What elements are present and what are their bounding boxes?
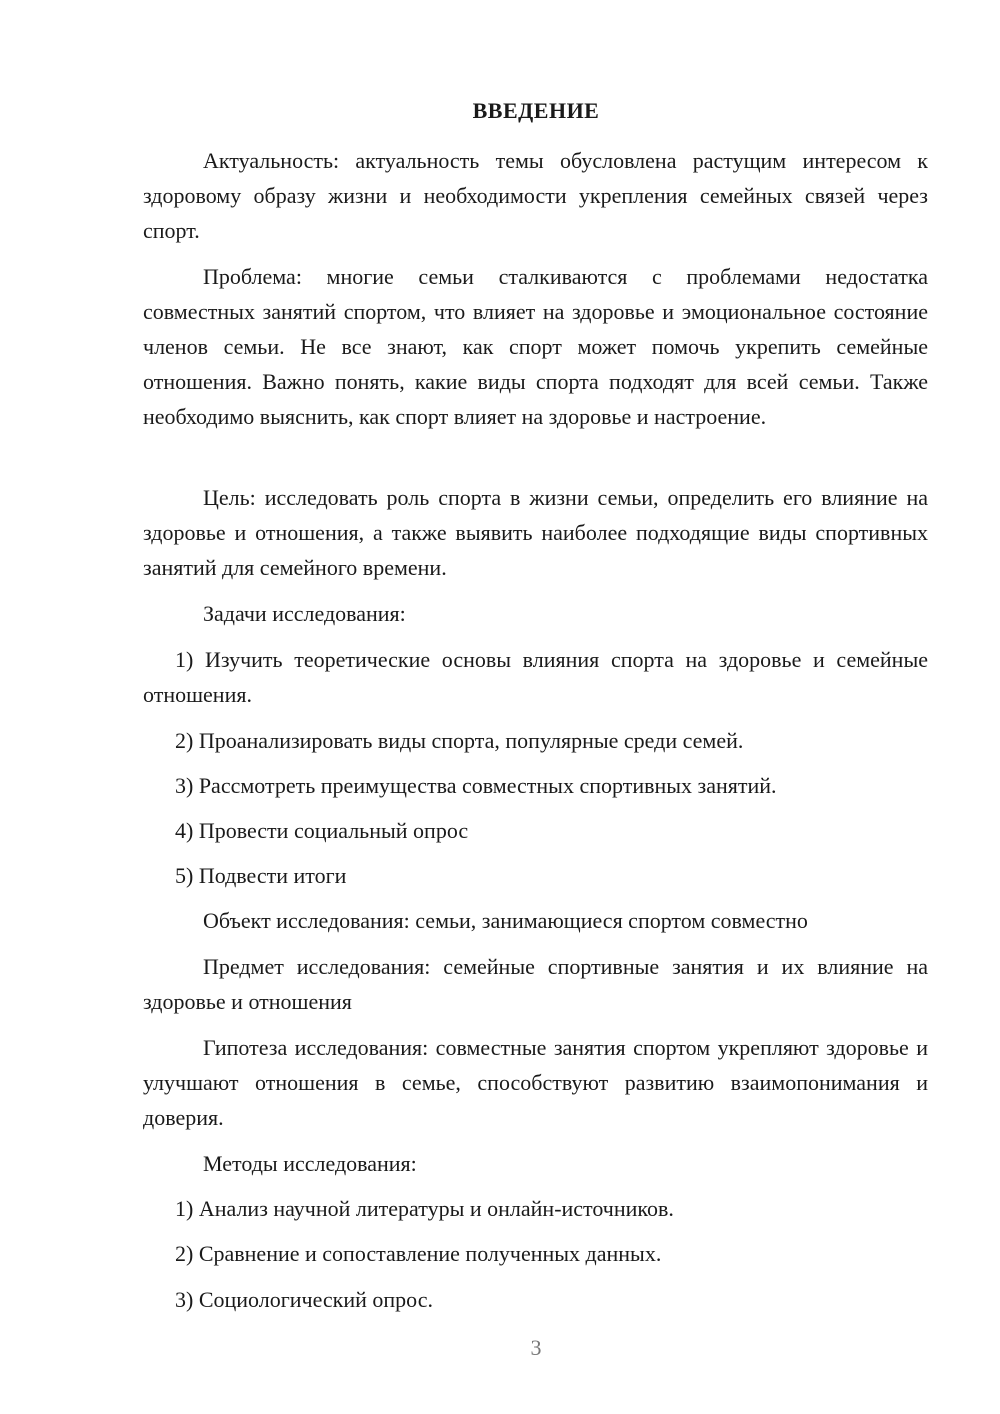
list-item-task-3: 3) Рассмотреть преимущества совместных спортивных занятий. — [175, 773, 777, 798]
page-number: 3 — [530, 1335, 542, 1360]
paragraph-hypothesis: Гипотеза исследования: совместные занятия спортом укрепляют здоровье и улучшают отношения в семье, способствуют развитию взаимопонимания и доверия. — [143, 1035, 928, 1130]
list-item-method-3: 3) Социологический опрос. — [175, 1287, 433, 1312]
paragraph-subject: Предмет исследования: семейные спортивные занятия и их влияние на здоровье и отношения — [143, 954, 928, 1014]
list-item-task-4: 4) Провести социальный опрос — [175, 818, 469, 843]
paragraph-object: Объект исследования: семьи, занимающиеся спортом совместно — [203, 908, 808, 933]
paragraph-tasks-heading: Задачи исследования: — [203, 601, 406, 626]
list-item-method-2: 2) Сравнение и сопоставление полученных данных. — [175, 1241, 662, 1266]
paragraph-relevance: Актуальность: актуальность темы обусловлена растущим интересом к здоровому образу жизни и необходимости укрепления семейных связей через спорт. — [143, 148, 928, 243]
section-title: ВВЕДЕНИЕ — [472, 98, 600, 123]
list-item-task-5: 5) Подвести итоги — [175, 863, 347, 888]
list-item-task-1: 1) Изучить теоретические основы влияния спорта на здоровье и семейные отношения. — [143, 647, 928, 707]
paragraph-goal: Цель: исследовать роль спорта в жизни семьи, определить его влияние на здоровье и отношения, а также выявить наиболее подходящие виды спортивных занятий для семейного времени. — [143, 485, 928, 580]
list-item-method-1: 1) Анализ научной литературы и онлайн-источников. — [175, 1196, 674, 1221]
paragraph-problem: Проблема: многие семьи сталкиваются с проблемами недостатка совместных занятий спортом, что влияет на здоровье и эмоциональное состояние членов семьи. Не все знают, как спорт может помочь укрепить семейные отношения. Важно понять, какие виды спорта подходят для всей семьи. Также необходимо выяснить, как спорт влияет на здоровье и настроение. — [143, 264, 928, 429]
list-item-task-2: 2) Проанализировать виды спорта, популярные среди семей. — [175, 728, 744, 753]
paragraph-methods-heading: Методы исследования: — [203, 1151, 417, 1176]
